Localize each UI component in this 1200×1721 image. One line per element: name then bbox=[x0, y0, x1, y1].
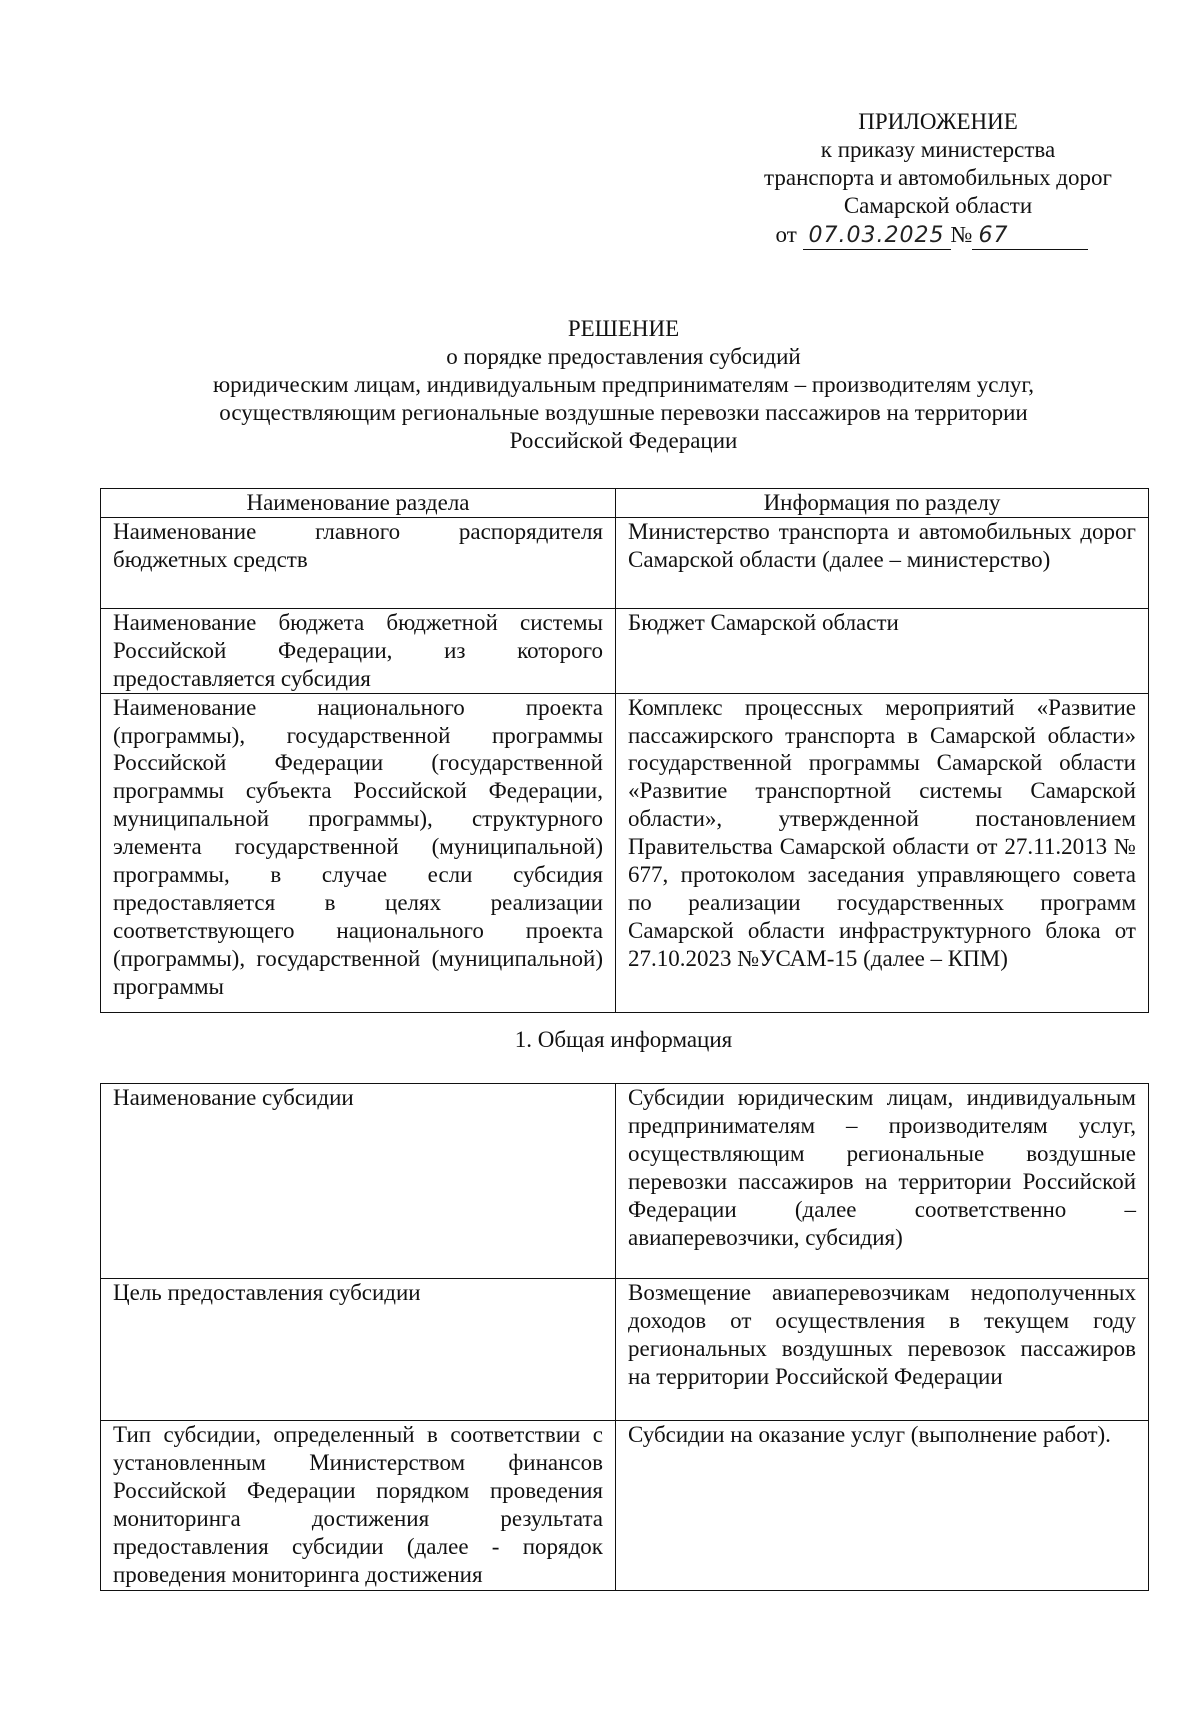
table-row bbox=[101, 517, 1149, 608]
general-info-table bbox=[100, 1083, 1149, 1591]
general-name-cell: Наименование субсидии bbox=[101, 1084, 616, 1279]
section-name-cell: Наименование национального проекта (программы), государственной программы Российской Федерации (государственной программы субъекта Российской Федерации, муниципальной программы), структурного элемента государственной (муниципальной) программы, в случае если субсидия предоставляется в целях реализации соответствующего национального проекта (программы), государственной (муниципальной) программы bbox=[101, 693, 616, 1012]
attachment-header bbox=[728, 108, 1148, 250]
section-name-cell: Наименование главного распорядителя бюджетных средств bbox=[101, 517, 616, 608]
attachment-line-2: транспорта и автомобильных дорог bbox=[764, 165, 1112, 190]
decision-subtitle-line: юридическим лицам, индивидуальным предпринимателям – производителям услуг, bbox=[212, 372, 1035, 397]
general-name-cell: Тип субсидии, определенный в соответствии с установленным Министерством финансов Российской Федерации порядком проведения мониторинга достижения результата предоставления субсидии (далее - порядок проведения мониторинга достижения bbox=[101, 1421, 616, 1591]
section-info-cell: Министерство транспорта и автомобильных дорог Самарской области (далее – министерство) bbox=[616, 517, 1149, 608]
attachment-line-1: к приказу министерства bbox=[820, 137, 1056, 162]
general-info-cell: Возмещение авиаперевозчикам недополученных доходов от осуществления в текущем году региональных воздушных перевозок пассажиров на территории Российской Федерации bbox=[616, 1279, 1149, 1421]
general-info-cell: Субсидии на оказание услуг (выполнение работ). bbox=[616, 1421, 1149, 1591]
attachment-title: ПРИЛОЖЕНИЕ bbox=[858, 109, 1018, 134]
table-header-row bbox=[101, 489, 1149, 518]
decision-subtitle-line: Российской Федерации bbox=[509, 428, 738, 453]
column-header-section-info: Информация по разделу bbox=[616, 489, 1149, 518]
decision-subtitle-line: о порядке предоставления субсидий bbox=[446, 344, 801, 369]
date-prefix: от bbox=[775, 222, 797, 247]
table-row bbox=[101, 1421, 1149, 1591]
section-info-cell: Комплекс процессных мероприятий «Развитие пассажирского транспорта в Самарской области» государственной программы Самарской области «Развитие транспортной системы Самарской области», утвержденной постановлением Правительства Самарской области от 27.11.2013 № 677, протоколом заседания управляющего совета по реализации государственных программ Самарской области инфраструктурного блока от 27.10.2023 №УСАМ-15 (далее – КПМ) bbox=[616, 693, 1149, 1012]
table-row bbox=[101, 1084, 1149, 1279]
number-prefix: № bbox=[950, 222, 973, 247]
section-name-cell: Наименование бюджета бюджетной системы Российской Федерации, из которого предоставляется субсидия bbox=[101, 608, 616, 693]
decision-title: РЕШЕНИЕ bbox=[567, 316, 680, 341]
general-info-cell: Субсидии юридическим лицам, индивидуальным предпринимателям – производителям услуг, осуществляющим региональные воздушные перевозки пассажиров на территории Российской Федерации (далее соответственно – авиаперевозчики, субсидия) bbox=[616, 1084, 1149, 1279]
decision-title-block bbox=[100, 315, 1147, 455]
column-header-section-name: Наименование раздела bbox=[101, 489, 616, 518]
table-row bbox=[101, 1279, 1149, 1421]
attachment-date-line bbox=[722, 221, 1142, 250]
decision-subtitle-line: осуществляющим региональные воздушные перевозки пассажиров на территории bbox=[219, 400, 1028, 425]
general-name-cell: Цель предоставления субсидии bbox=[101, 1279, 616, 1421]
handwritten-date: 07.03.2025 bbox=[803, 223, 951, 250]
table-row bbox=[101, 693, 1149, 1012]
sections-table bbox=[100, 488, 1149, 1013]
section-info-cell: Бюджет Самарской области bbox=[616, 608, 1149, 693]
section-heading: 1. Общая информация bbox=[514, 1027, 733, 1052]
attachment-line-3: Самарской области bbox=[843, 193, 1033, 218]
handwritten-number: 67 bbox=[972, 223, 1088, 250]
table-row bbox=[101, 608, 1149, 693]
